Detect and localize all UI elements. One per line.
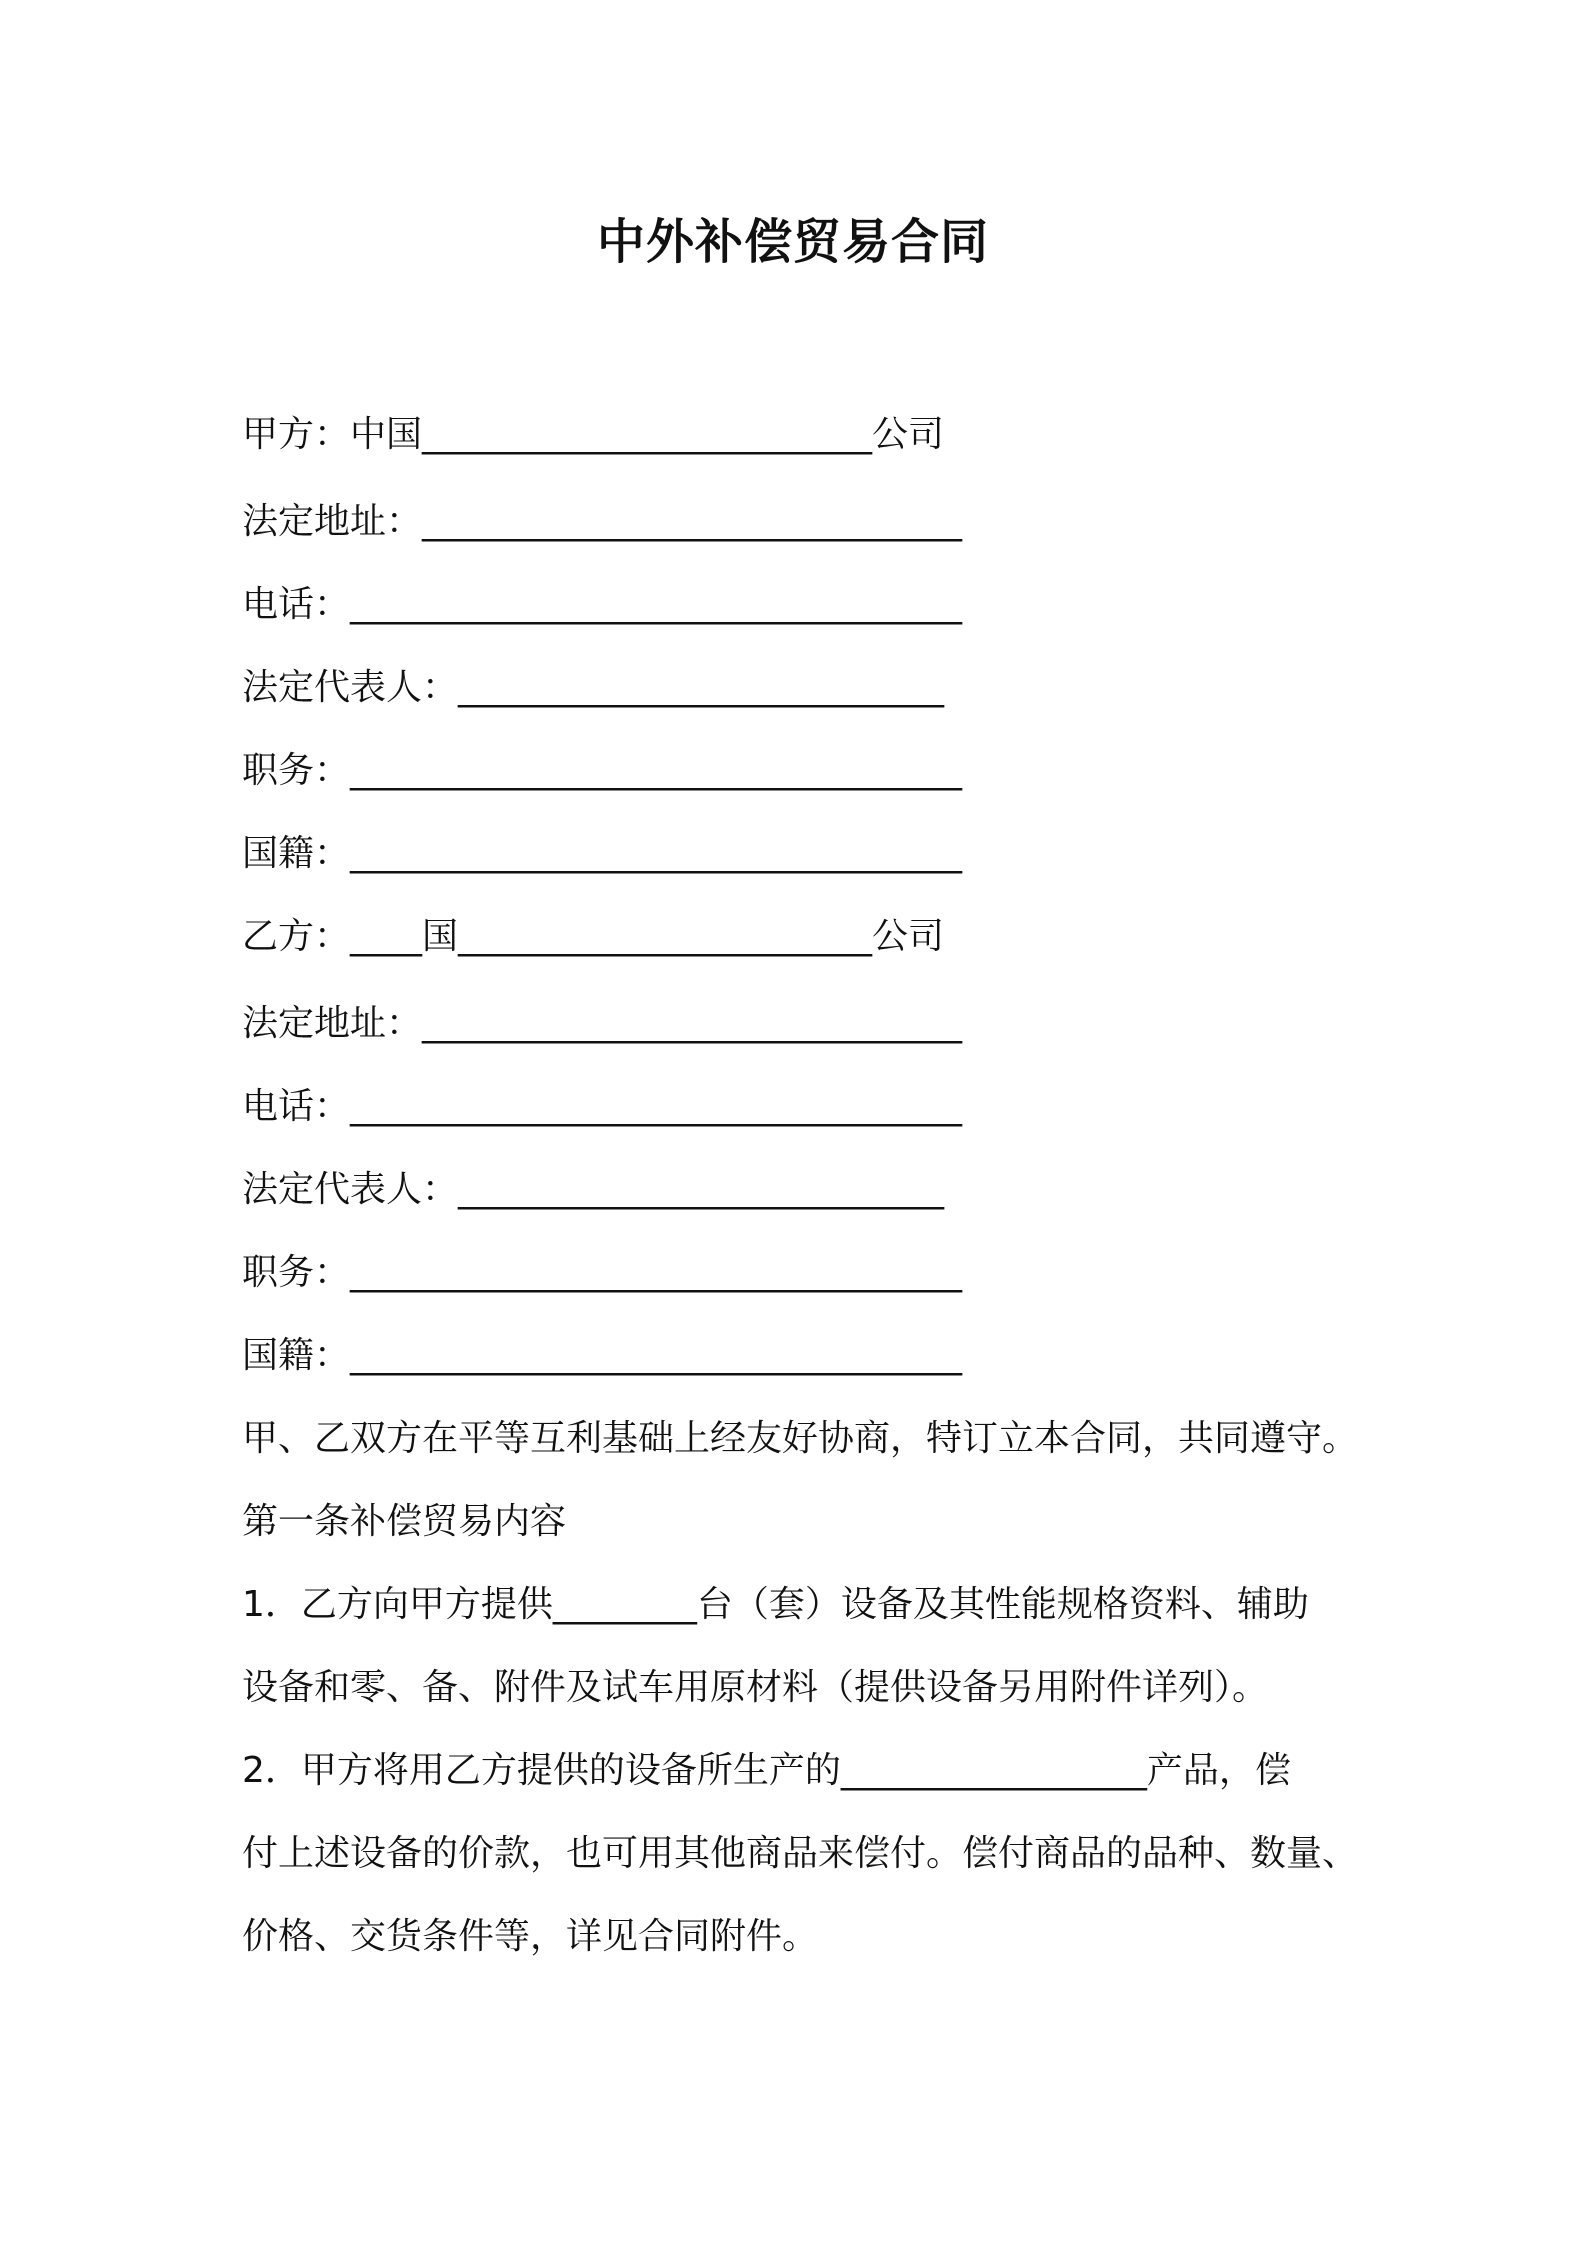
clause-2-line-1: 2．甲方将用乙方提供的设备所生产的_________________产品，偿 bbox=[242, 1750, 1291, 1791]
clause-2-line-3: 价格、交货条件等，详见合同附件。 bbox=[242, 1916, 819, 1957]
party-b-nationality: 国籍：__________________________________ bbox=[242, 1335, 963, 1376]
page-title: 中外补偿贸易合同 bbox=[596, 214, 989, 270]
preamble-text: 甲、乙双方在平等互利基础上经友好协商，特订立本合同，共同遵守。 bbox=[242, 1418, 1359, 1459]
party-b-representative: 法定代表人：___________________________ bbox=[242, 1169, 945, 1210]
party-b-phone: 电话：__________________________________ bbox=[242, 1086, 963, 1127]
party-a-phone: 电话：__________________________________ bbox=[242, 584, 963, 625]
party-b-name: 乙方：____国_______________________公司 bbox=[242, 916, 945, 957]
clause-1-line-2: 设备和零、备、附件及试车用原材料（提供设备另用附件详列）。 bbox=[242, 1667, 1269, 1708]
article-1-heading: 第一条补偿贸易内容 bbox=[242, 1501, 567, 1542]
party-b-address: 法定地址：______________________________ bbox=[242, 1003, 963, 1044]
clause-1-line-1: 1．乙方向甲方提供________台（套）设备及其性能规格资料、辅助 bbox=[242, 1584, 1309, 1625]
party-a-name: 甲方：中国_________________________公司 bbox=[242, 414, 945, 455]
party-a-representative: 法定代表人：___________________________ bbox=[242, 667, 945, 708]
party-a-address: 法定地址：______________________________ bbox=[242, 501, 963, 542]
party-b-position: 职务：__________________________________ bbox=[242, 1252, 963, 1293]
clause-2-line-2: 付上述设备的价款，也可用其他商品来偿付。偿付商品的品种、数量、 bbox=[242, 1833, 1359, 1874]
party-a-nationality: 国籍：__________________________________ bbox=[242, 833, 963, 874]
party-a-position: 职务：__________________________________ bbox=[242, 750, 963, 791]
